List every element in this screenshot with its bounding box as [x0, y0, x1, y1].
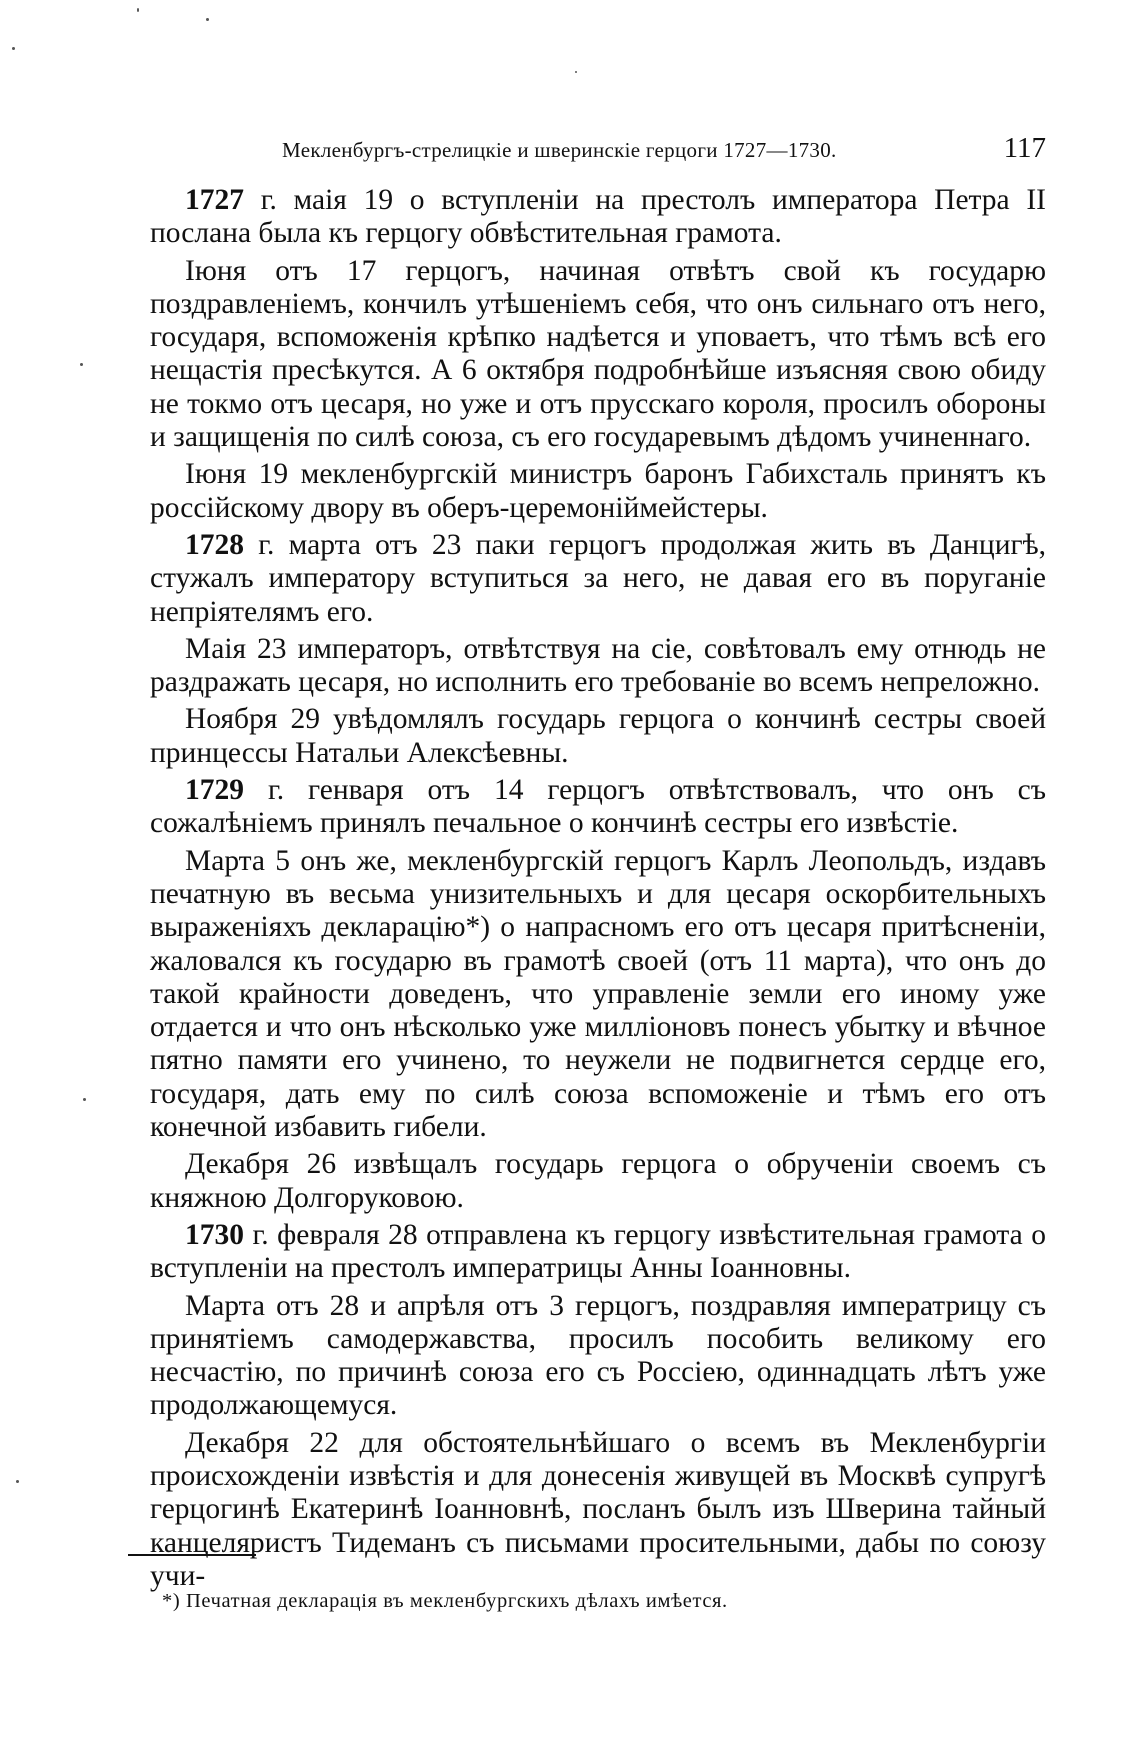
- paragraph-text: Марта 5 онъ же, мекленбургскій герцогъ Карлъ Леопольдъ, издавъ печатную въ весьма унизительныхъ и для цесаря оскорбительныхъ выраженіяхъ декларацію*) о напрасномъ его отъ цесаря притѣсненіи, жаловался къ государю въ грамотѣ своей (отъ 11 марта), что онъ до такой крайности доведенъ, что управленіе земли его иному уже отдается и что онъ нѣсколько уже милліоновъ понесъ убытку и вѣчное пятно памяти его учинено, то неужели не подвигнется сердце его, государя, дать ему по силѣ союза вспоможеніе и тѣмъ его отъ конечной избавить гибели.: [150, 844, 1046, 1144]
- year-marker: 1730: [185, 1218, 244, 1251]
- paragraph-text: Марта отъ 28 и апрѣля отъ 3 герцогъ, поздравляя императрицу съ принятіемъ самодержавства, просилъ пособить великому его несчастію, по причинѣ союза его съ Россіею, одиннадцать лѣтъ уже продолжающемуся.: [150, 1289, 1046, 1422]
- paragraph: [150, 458, 1046, 525]
- paragraph-text: Маія 23 императоръ, отвѣтствуя на сіе, совѣтовалъ ему отнюдь не раздражать цесаря, но исполнить его требованіе во всемъ непреложно.: [150, 632, 1046, 699]
- paragraph-text: Декабря 26 извѣщалъ государь герцога о обрученіи своемъ съ княжною Долгоруковою.: [150, 1148, 1046, 1214]
- paragraph-text: Ноября 29 увѣдомлялъ государь герцога о кончинѣ сестры своей принцессы Натальи Алексѣевны.: [150, 703, 1046, 769]
- paragraph: [150, 1219, 1046, 1286]
- scan-speck: [16, 1480, 19, 1483]
- paragraph: [150, 1148, 1046, 1215]
- paragraph: [150, 529, 1046, 629]
- year-marker: 1728: [185, 528, 244, 561]
- paragraph: [150, 845, 1046, 1145]
- scan-speck: [575, 71, 577, 73]
- paragraph: [150, 703, 1046, 770]
- paragraph-text: г. февраля 28 отправлена къ герцогу извѣстительная грамота о вступленіи на престолъ императрицы Анны Іоанновны.: [150, 1218, 1046, 1285]
- page-header: [150, 132, 1046, 172]
- year-marker: 1727: [185, 184, 244, 216]
- paragraph-text: г. маія 19 о вступленіи на престолъ императора Петра II послана была къ герцогу обвѣстительная грамота.: [150, 184, 1046, 250]
- body-text: [150, 184, 1046, 1597]
- scan-speck: [137, 8, 139, 12]
- paragraph-text: Іюня отъ 17 герцогъ, начиная отвѣтъ свой къ государю поздравленіемъ, кончилъ утѣшеніемъ себя, что онъ сильнаго отъ него, государя, вспоможенія крѣпко надѣется и уповаетъ, что тѣмъ всѣ его нещастія пресѣкутся. А 6 октября подробнѣйше изъясняя свою обиду не токмо отъ цесаря, но уже и отъ прусскаго короля, просилъ обороны и защищенія по силѣ союза, съ его государевымъ дѣдомъ учиненнаго.: [150, 254, 1046, 454]
- paragraph: [150, 1290, 1046, 1423]
- year-marker: 1729: [185, 774, 244, 807]
- footnote: *) Печатная декларація въ мекленбургскихъ дѣлахъ имѣется.: [162, 1590, 728, 1612]
- paragraph-text: г. генваря отъ 14 герцогъ отвѣтствовалъ, что онъ съ сожалѣніемъ принялъ печальное о кончинѣ сестры его извѣстіе.: [150, 774, 1046, 840]
- running-title: Мекленбургъ-стрелицкіе и шверинскіе герцоги 1727—1730.: [282, 138, 837, 162]
- scan-speck: [206, 18, 209, 21]
- paragraph-text: Іюня 19 мекленбургскій министръ баронъ Габихсталь принятъ къ россійскому двору въ оберъ-церемоніймейстеры.: [150, 458, 1046, 524]
- scan-speck: [83, 1098, 86, 1101]
- paragraph-text: Декабря 22 для обстоятельнѣйшаго о всемъ въ Мекленбургіи происхожденіи извѣстія и для донесенія живущей въ Москвѣ супругѣ герцогинѣ Екатеринѣ Іоанновнѣ, посланъ былъ изъ Шверина тайный канцеляристъ Тидеманъ съ письмами просительными, дабы по союзу учи-: [150, 1426, 1046, 1592]
- paragraph: [150, 255, 1046, 455]
- page-number: 117: [1003, 132, 1046, 164]
- paragraph: [150, 1427, 1046, 1593]
- paragraph: [150, 774, 1046, 841]
- footnote-divider: [128, 1554, 256, 1556]
- paragraph-text: г. марта отъ 23 паки герцогъ продолжая жить въ Данцигѣ, стужалъ императору вступиться за него, не давая его въ поруганіе непріятелямъ его.: [150, 528, 1046, 628]
- paragraph: [150, 184, 1046, 251]
- scan-speck: [80, 363, 83, 366]
- paragraph: [150, 633, 1046, 700]
- scan-speck: [12, 47, 15, 50]
